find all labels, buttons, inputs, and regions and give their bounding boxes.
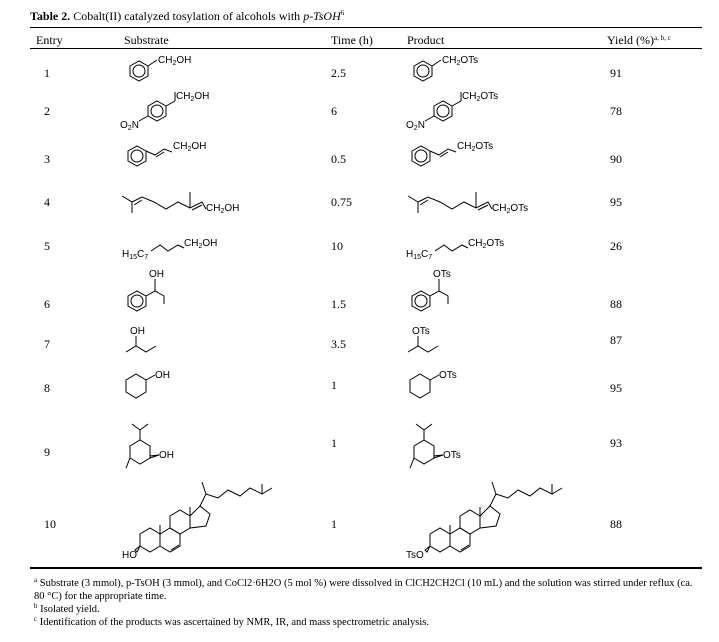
substrate-5-structure	[122, 232, 242, 262]
ring-b	[450, 528, 470, 552]
bond	[424, 424, 432, 430]
product-8-structure	[406, 364, 476, 404]
cyclohexane-ring	[410, 374, 430, 398]
wedge-bond	[150, 455, 159, 458]
bond	[146, 375, 155, 380]
footnote-a-mark: a	[34, 576, 38, 584]
time-3: 0.5	[331, 152, 346, 166]
substrate-6-structure	[122, 266, 202, 318]
o2n-label: $O_2N$	[120, 120, 139, 132]
ring-c	[170, 510, 190, 534]
h15c7-label: $H_{15}C_7$	[122, 249, 149, 261]
carbon-chain	[132, 197, 206, 209]
product-6-structure	[406, 266, 486, 318]
entry-6: 6	[44, 297, 50, 311]
cyclohexane-ring	[126, 374, 146, 398]
footnote-a-text: Substrate (3 mmol), p-TsOH (3 mmol), and CoCl2·6H2O (5 mol %) were dissolved in ClCH2CH2Cl (10 mL) and the solution was stirred under reflux (ca. 80 °C) for the appropriate time.	[34, 578, 693, 602]
butyl-chain	[126, 346, 156, 352]
ch2ots-label: $CH_2OTs$	[457, 141, 494, 153]
methyl-21	[202, 482, 206, 494]
time-9: 1	[331, 436, 337, 450]
double-bond	[156, 152, 164, 157]
methyl	[126, 458, 130, 468]
yield-3: 90	[610, 152, 622, 166]
ch2oh-label: $CH_2OH$	[158, 55, 192, 67]
time-6: 1.5	[331, 297, 346, 311]
entry-9: 9	[44, 445, 50, 459]
substrate-9-structure	[122, 410, 202, 476]
bond	[430, 375, 439, 380]
isopropyl-end	[552, 488, 562, 494]
time-1: 2.5	[331, 66, 346, 80]
substrate-4-structure	[120, 186, 260, 220]
ots-label: OTs	[443, 450, 461, 461]
ch2ots-label: $CH_2OTs$	[492, 203, 529, 215]
cyclohexane-ring	[130, 440, 150, 464]
bond	[432, 60, 441, 66]
tso-label: TsO	[406, 550, 424, 561]
product-10-structure	[406, 476, 596, 566]
header-product: Product	[407, 33, 445, 47]
yield-8: 95	[610, 381, 622, 395]
product-9-structure	[406, 410, 486, 476]
oh-label: OH	[130, 326, 145, 337]
substrate-1-structure	[122, 54, 212, 90]
bottom-rule	[30, 567, 702, 569]
h15c7-label: $H_{15}C_7$	[406, 249, 433, 261]
ho-label: HO	[122, 550, 137, 561]
side-chain	[200, 484, 262, 506]
header-substrate: Substrate	[124, 33, 169, 47]
wedge-bond	[434, 455, 443, 458]
substrate-8-structure	[122, 364, 192, 404]
ring-a	[140, 528, 160, 552]
substrate-7-structure	[124, 322, 184, 358]
side-chain	[490, 484, 552, 506]
table-caption	[30, 9, 344, 24]
oh-label: OH	[149, 269, 164, 280]
side-chain	[430, 291, 448, 304]
ots-label: OTs	[433, 269, 451, 280]
entry-2: 2	[44, 104, 50, 118]
ch2ots-label: $CH_2OTs$	[462, 91, 499, 103]
bond	[139, 116, 148, 121]
footnote-c-text: Identification of the products was ascertained by NMR, IR, and mass spectrometric analysis.	[39, 617, 430, 628]
bond	[425, 116, 434, 121]
time-2: 6	[331, 104, 337, 118]
footnote-b-text: Isolated yield.	[40, 604, 100, 615]
aromatic-circle	[133, 65, 145, 77]
yield-10: 88	[610, 517, 622, 531]
ch2oh-label: $CH_2OH$	[173, 141, 207, 153]
bond	[166, 101, 175, 106]
methyl	[410, 458, 414, 468]
entry-7: 7	[44, 337, 50, 351]
bond	[452, 101, 461, 106]
aromatic-circle	[415, 150, 427, 162]
double-bond	[440, 152, 448, 157]
isopropylidene	[122, 196, 132, 213]
aromatic-circle	[131, 150, 143, 162]
aromatic-circle	[437, 105, 449, 117]
top-rule	[30, 27, 702, 28]
butyl-chain	[408, 346, 438, 352]
yield-7: 87	[610, 333, 622, 347]
entry-3: 3	[44, 152, 50, 166]
yield-6: 88	[610, 297, 622, 311]
yield-5: 26	[610, 239, 622, 253]
alkyl-chain	[435, 245, 468, 251]
header-yield-label: Yield (%)	[607, 33, 654, 47]
isopropyl-end	[262, 488, 272, 494]
ch2ots-label: $CH_2OTs$	[468, 238, 505, 250]
entry-5: 5	[44, 239, 50, 253]
alkene-chain	[430, 149, 456, 155]
yield-1: 91	[610, 66, 622, 80]
time-5: 10	[331, 239, 343, 253]
alkyl-chain	[151, 245, 184, 251]
header-yield-sup: a, b, c	[654, 34, 671, 42]
ch2oh-label: $CH_2OH$	[176, 91, 210, 103]
methyl-21	[492, 482, 496, 494]
table-reagent: p-TsOH	[303, 9, 341, 23]
aromatic-circle	[131, 295, 143, 307]
entry-4: 4	[44, 195, 50, 209]
ring-d	[190, 506, 210, 528]
header-yield	[607, 33, 671, 48]
time-8: 1	[331, 378, 337, 392]
yield-9: 93	[610, 436, 622, 450]
yield-4: 95	[610, 195, 622, 209]
ots-label: OTs	[439, 370, 457, 381]
footnote-c	[34, 613, 704, 629]
aromatic-circle	[151, 105, 163, 117]
bond	[148, 60, 157, 66]
header-time: Time (h)	[331, 33, 373, 47]
isopropyl	[132, 424, 140, 440]
ring-c	[460, 510, 480, 534]
time-10: 1	[331, 517, 337, 531]
aromatic-circle	[415, 295, 427, 307]
header-rule	[30, 48, 702, 49]
alkene-chain	[146, 149, 172, 155]
yield-2: 78	[610, 104, 622, 118]
o2n-label: $O_2N$	[406, 120, 425, 132]
table-ref: 6	[340, 9, 345, 17]
carbon-chain	[418, 197, 492, 209]
entry-8: 8	[44, 381, 50, 395]
isopropyl	[416, 424, 424, 440]
product-1-structure	[406, 54, 506, 90]
product-2-structure	[406, 88, 526, 134]
bond	[140, 424, 148, 430]
header-entry: Entry	[36, 33, 63, 47]
side-chain	[146, 291, 164, 304]
ots-label: OTs	[412, 326, 430, 337]
product-3-structure	[406, 138, 526, 174]
substrate-2-structure	[120, 88, 230, 134]
ring-a	[430, 528, 450, 552]
ch2oh-label: $CH_2OH$	[206, 203, 240, 215]
isopropylidene	[408, 196, 418, 213]
ch2oh-label: $CH_2OH$	[184, 238, 218, 250]
product-5-structure	[406, 232, 536, 262]
substrate-10-structure	[122, 476, 312, 566]
table-title: Cobalt(II) catalyzed tosylation of alcohols with	[73, 9, 304, 23]
time-7: 3.5	[331, 337, 346, 351]
entry-10: 10	[44, 517, 56, 531]
wedge-bond	[425, 546, 430, 552]
ch2ots-label: $CH_2OTs$	[442, 55, 479, 67]
footnote-b-mark: b	[34, 602, 38, 610]
ring-b	[160, 528, 180, 552]
product-4-structure	[406, 186, 556, 220]
product-7-structure	[406, 322, 466, 358]
ring-d	[480, 506, 500, 528]
time-4: 0.75	[331, 195, 352, 209]
cyclohexane-ring	[414, 440, 434, 464]
footnote-a	[34, 574, 704, 603]
aromatic-circle	[417, 65, 429, 77]
substrate-3-structure	[122, 138, 232, 174]
table-label: Table 2.	[30, 9, 71, 23]
oh-label: OH	[155, 370, 170, 381]
oh-label: OH	[159, 450, 174, 461]
footnote-c-mark: c	[34, 615, 38, 623]
entry-1: 1	[44, 66, 50, 80]
